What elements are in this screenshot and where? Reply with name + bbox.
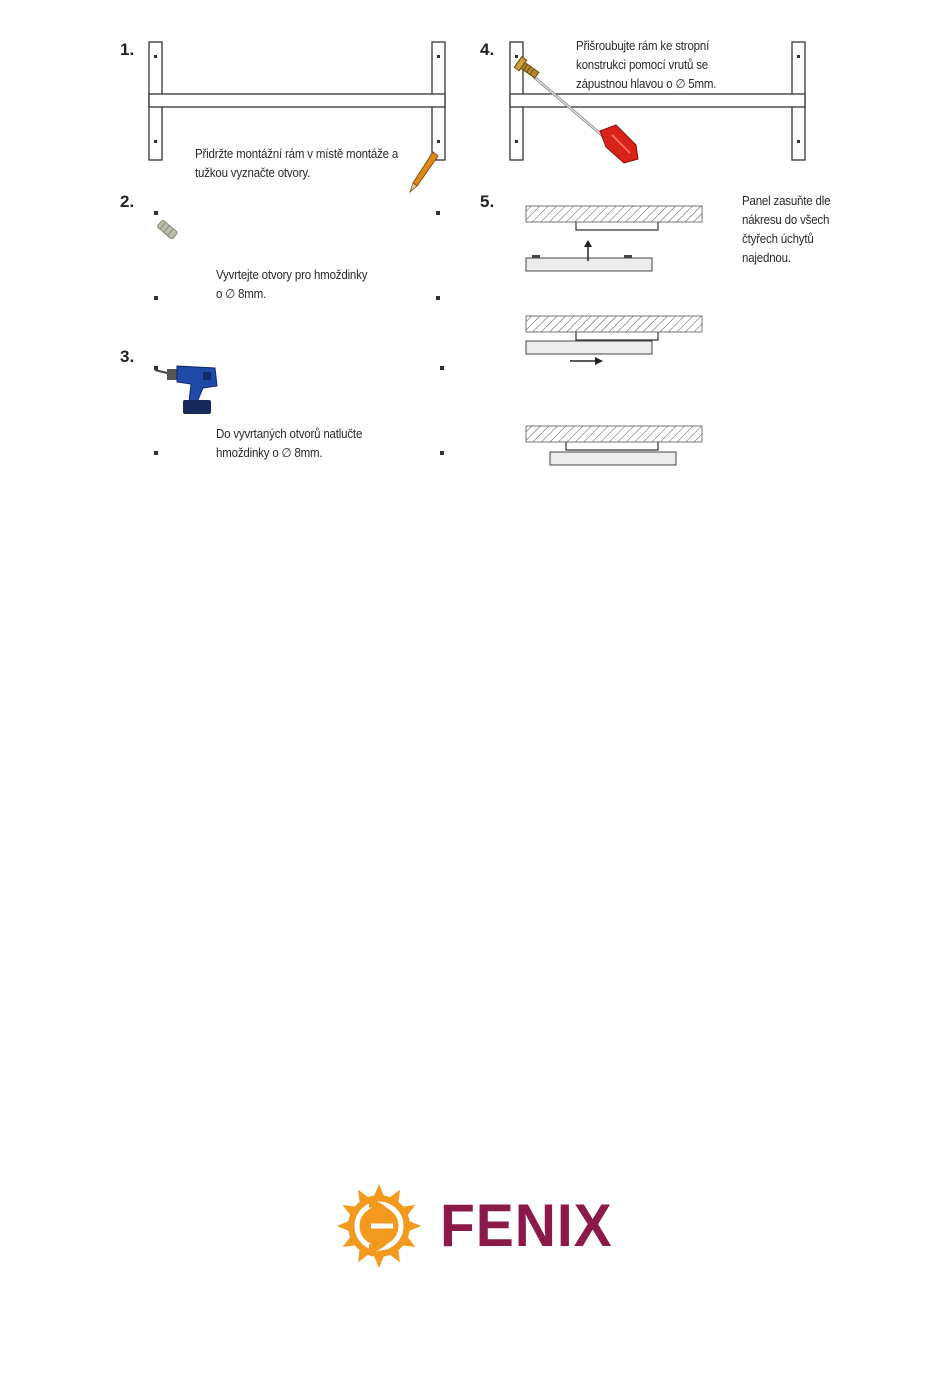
arrow-right-icon: [570, 356, 604, 366]
stage-c: [526, 426, 702, 465]
drill-mark: [436, 211, 440, 215]
step-5-number: 5.: [480, 192, 495, 211]
plug-mark: [440, 451, 444, 455]
plug-mark: [440, 366, 444, 370]
drill-mark: [436, 296, 440, 300]
step-2-instruction: [216, 266, 367, 304]
step-5-line-4: najednou.: [742, 251, 791, 265]
panel-slide-diagram: [520, 200, 710, 470]
cordless-drill-icon: [153, 362, 223, 418]
step-4-number: 4.: [480, 40, 495, 59]
brand-name: FENIX: [440, 1192, 613, 1259]
pencil-icon: [405, 150, 440, 195]
drill-mark: [154, 296, 158, 300]
step-2-line-2: o ∅ 8mm.: [216, 287, 267, 301]
step-5-line-1: Panel zasuňte dle: [742, 194, 831, 208]
step-5-line-3: čtyřech úchytů: [742, 232, 814, 246]
step-4-line-1: Přišroubujte rám ke stropní: [576, 39, 710, 53]
step-2-line-1: Vyvrtejte otvory pro hmoždinky: [216, 268, 368, 282]
step-1-line-2: tužkou vyznačte otvory.: [195, 166, 311, 180]
wall-plug-icon: [152, 215, 182, 245]
step-3-line-2: hmoždinky o ∅ 8mm.: [216, 446, 323, 460]
step-2-number: 2.: [120, 192, 135, 211]
stage-b: [526, 316, 702, 354]
arrow-up-icon: [582, 240, 594, 262]
step-5-instruction: [742, 192, 830, 268]
step-1-line-1: Přidržte montážní rám v místě montáže a: [195, 147, 399, 161]
step-1-number: 1.: [120, 40, 135, 59]
plug-mark: [154, 451, 158, 455]
step-3-number: 3.: [120, 347, 135, 366]
step-4-line-2: konstrukci pomocí vrutů se: [576, 58, 709, 72]
step-4-instruction: [576, 37, 716, 94]
step-1-instruction: [195, 145, 398, 183]
screw-icon: [512, 55, 552, 90]
sun-logo-icon: [336, 1183, 422, 1269]
step-5-line-2: nákresu do všech: [742, 213, 830, 227]
step-3-line-1: Do vyvrtaných otvorů natlučte: [216, 427, 363, 441]
step-4-line-3: zápustnou hlavou o ∅ 5mm.: [576, 77, 717, 91]
stage-a: [526, 206, 702, 271]
step-3-instruction: [216, 425, 362, 463]
